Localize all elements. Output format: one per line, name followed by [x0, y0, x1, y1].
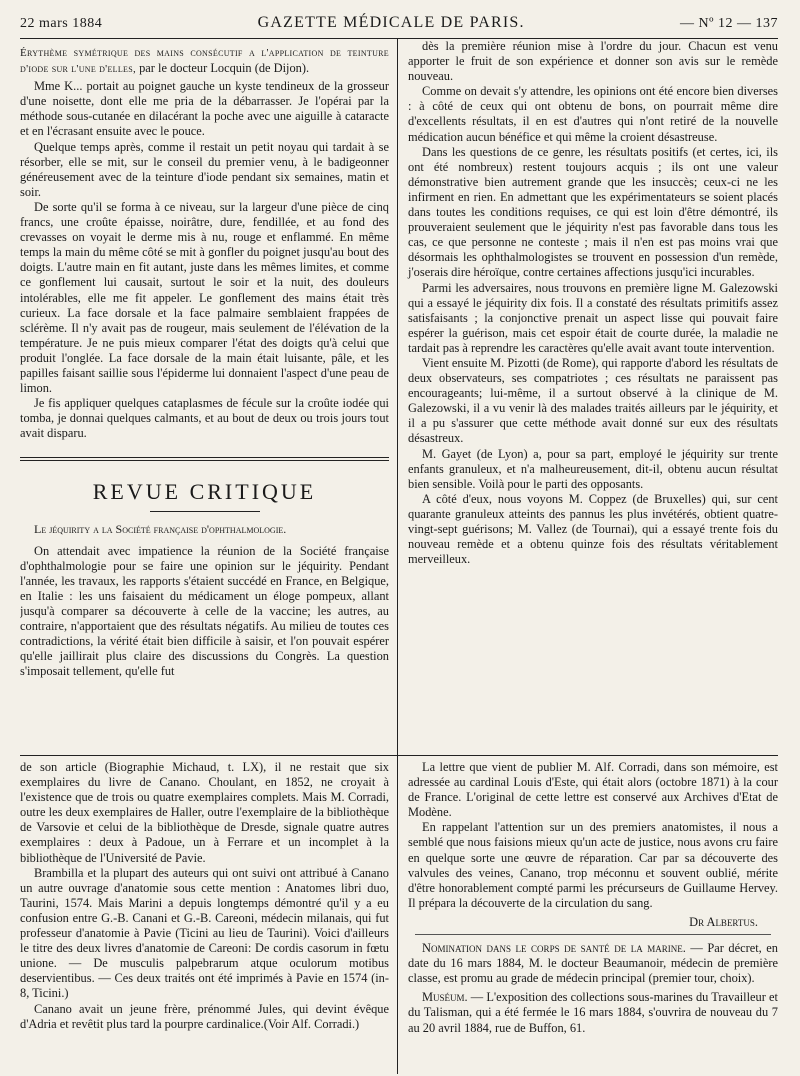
- top-right-column: [398, 39, 778, 755]
- paragraph: de son article (Biographie Michaud, t. LX), il ne restait que six exemplaires du livre de Canano. Choulant, en 1852, ne croyait à l'existence que de trois ou quatre exemplaires complets. Mais M. Corradi, outre les deux exemplaires de Haller, outre l'exemplaire de la bibliothèque de Varsovie et celui de la bibliothèque de Dresde, signale quatre autres exemplaires : deux à Padoue, un à Ferrare et un incomplet à la bibliothèque de l'Université de Pavie.: [20, 760, 389, 865]
- top-section: [20, 39, 778, 756]
- notice-title: Muséum.: [422, 990, 468, 1005]
- paragraph: Comme on devait s'y attendre, les opinions ont été encore bien diverses : à côté de ceux qui ont obtenu de bons, on pourrait même dire d'excellents résultats, il en est d'autres qui n'ont retiré de la nouvelle médication aucun bénéfice et qui même la croient désastreuse.: [408, 84, 778, 144]
- paragraph: La lettre que vient de publier M. Alf. Corradi, dans son mémoire, est adressée au cardinal Louis d'Este, qui était alors (octobre 1871) à la cour de France. L'original de cette lettre est conservé aux Archives d'Etat de Modène.: [408, 760, 778, 820]
- title-underline: [150, 511, 260, 512]
- paragraph: dès la première réunion mise à l'ordre du jour. Chacun est venu apporter le fruit de son expérience et donner son avis sur le remède nouveau.: [408, 39, 778, 84]
- paragraph: Parmi les adversaires, nous trouvons en première ligne M. Galezowski qui a essayé le jéquirity dix fois. Il a constaté des résultats primitifs assez satisfaisants ; la conjonctive prenait un aspect lisse qui pouvait faire espérer la guérison, mais cet espoir était de courte durée, la maladie ne tardait pas à reprendre les caractères qu'elle avait avant toute intervention.: [408, 280, 778, 355]
- paragraph: Mme K... portait au poignet gauche un kyste tendineux de la grosseur d'une noisette, dont elle me pria de la débarrasser. Je l'opérai par la méthode sous-cutanée en dilacérant la poche avec une aiguille à cataracte et en l'écrasant ensuite avec le pouce.: [20, 79, 389, 139]
- notice-divider: [415, 934, 770, 935]
- paragraph: On attendait avec impatience la réunion de la Société française d'ophthalmologie pour se faire une opinion sur le jéquirity. Pendant l'année, les travaux, les rapports s'étaient succédé en France, en Belgique, en Italie : les uns faisaient du médicament un éloge pompeux, allant jusqu'à comparer sa découverte à celle de la vaccine; les autres, au contraire, n'apportaient que des résultats négatifs. Au milieu de toutes ces contradictions, la vérité était bien difficile à saisir, et l'on pouvait espérer qu'elle jaillirait plus claire des discussions du Congrès. La question s'imposait tellement, qu'elle fut: [20, 543, 389, 679]
- paragraph: De sorte qu'il se forma à ce niveau, sur la largeur d'une pièce de cinq francs, une croûte épaisse, noirâtre, dure, fendillée, et au fond des crevasses on voyait le derme mis à nu, rouge et enflammé. En même temps la main du même côté se mit à gonfler du poignet jusqu'au bout des doigts. L'autre main en fit autant, juste dans les mêmes limites, et comme ce gonflement lui causait, surtout le soir et la nuit, des douleurs intolérables, elle me fit appeler. Le gonflement des mains était très curieux. La face dorsale et la face palmaire semblaient frappées de sclérème. Il n'y avait pas de rougeur, mais seulement de l'élévation de la température. Je ne puis mieux comparer l'état des doigts qu'à celui que produit l'onglée. La face dorsale de la main était luisante, pâle, et les papilles faisant saillie sous l'épiderme lui donnaient l'aspect d'une peau de limon.: [20, 199, 389, 396]
- header-date: 22 mars 1884: [20, 16, 103, 31]
- article-title: Érythème symétrique des mains consécutif a l'application de teinture d'iode sur l'une d'elles,: [20, 47, 389, 76]
- signature: Dr Albertus.: [689, 914, 758, 929]
- header-page-number: — Nº 12 — 137: [680, 16, 778, 31]
- revue-subtitle: Le jéquirity a la Société française d'ophthalmologie.: [34, 522, 287, 537]
- section-divider: [20, 457, 389, 461]
- article-author: par le docteur Locquin (de Dijon).: [139, 61, 310, 76]
- paragraph: M. Gayet (de Lyon) a, pour sa part, employé le jéquirity sur trente enfants granuleux, et n'a malheureusement, dit-il, obtenu aucun résultat bien sensible. Voilà pour le parti des opposants.: [408, 446, 778, 491]
- notice-text: — Par décret, en date du 16 mars 1884, M. le docteur Beaumanoir, médecin de première classe, est promu au grade de médecin principal (premier tour, choix).: [408, 941, 778, 986]
- bottom-right-column: [398, 756, 778, 1074]
- header-title: GAZETTE MÉDICALE DE PARIS.: [257, 14, 525, 31]
- notice-museum: [408, 990, 778, 1035]
- paragraph: Je fis appliquer quelques cataplasmes de fécule sur la croûte iodée qui tomba, je donnai quelques calmants, et au bout de deux ou trois jours tout avait disparu.: [20, 396, 389, 441]
- notice-nomination: [408, 941, 778, 986]
- paragraph: Vient ensuite M. Pizotti (de Rome), qui rapporte d'abord les résultats de deux observateurs, ses compatriotes ; ces résultats ne paraissent pas encourageants; lui-même, il a surtout observé à la clinique de M. Galezowski, il a vu venir là des malades traités ailleurs par le jéquirity, et il a pu s'assurer que cette méthode avait donné sur eux des résultats désastreux.: [408, 355, 778, 446]
- notice-text: — L'exposition des collections sous-marines du Travailleur et du Talisman, qui a été fermée le 16 mars 1884, s'ouvrira de nouveau du 7 au 20 avril 1884, rue de Buffon, 61.: [408, 990, 778, 1035]
- paragraph: Dans les questions de ce genre, les résultats positifs (et certes, ici, ils ont été nombreux) restent toujours acquis ; ils ont une valeur démonstrative bien autrement grande que les insuccès; ceux-ci ne les infirment en rien. En admettant que les expérimentateurs se soient placés dans toutes les conditions requises, ce qui est loin d'être démontré, ils prouveraient seulement que le jéquirity n'est pas favorable dans tous les cas, ce que personne ne conteste ; mais il n'en est pas moins vrai que désormais les ophthalmologistes se trouvent en possession d'un remède, j'oserais dire héroïque, contre certaines affections jusqu'ici incurables.: [408, 144, 778, 280]
- bottom-left-column: [20, 756, 398, 1074]
- revue-critique-title: REVUE CRITIQUE: [92, 479, 317, 505]
- page-header: [20, 14, 778, 39]
- top-left-column: [20, 39, 398, 755]
- paragraph: Canano avait un jeune frère, prénommé Jules, qui devint évêque d'Adria et revêtit plus tard la pourpre cardinalice.(Voir Alf. Corradi.): [20, 1001, 389, 1031]
- paragraph: Quelque temps après, comme il restait un petit noyau qui tardait à se résorber, elle se mit, sur le conseil du premier venu, à le badigeonner généreusement avec de la teinture d'iode pendant six semaines, matin et soir.: [20, 139, 389, 199]
- paragraph: A côté d'eux, nous voyons M. Coppez (de Bruxelles) qui, sur cent quarante granuleux atteints des pannus les plus invétérés, obtient quatre-vingt-sept guérisons; M. Vallez (de Tournai), qui a essayé trente fois du nouveau remède et a obtenu quinze fois des résultats véritablement merveilleux.: [408, 491, 778, 567]
- article-heading: [20, 45, 389, 77]
- bottom-section: [20, 756, 778, 1074]
- paragraph: En rappelant l'attention sur un des premiers anatomistes, il nous a semblé que nous faisions mieux qu'un acte de justice, nous avons cru faire en quelque sorte une œuvre de réparation. Car par sa découverte des valvules des veines, Canano, trop méconnu et souvent oublié, mérite d'être honorablement compté parmi les précurseurs de Guillaume Hervey. Il prépara la découverte de la circulation du sang.: [408, 820, 778, 910]
- notice-title: Nomination dans le corps de santé de la marine.: [422, 941, 686, 956]
- paragraph: Brambilla et la plupart des auteurs qui ont suivi ont attribué à Canano un autre ouvrage d'anatomie sous cette mention : Anatomes libri duo, Taurini, 1574. Mais Marini a depuis longtemps démontré qu'il y a eu confusion entre G.-B. Canani et G.-B. Careoni, médecin milanais, qui fut professeur d'anatomie à Pavie (Ticini au lieu de Taurini). Voici d'ailleurs le titre des deux livres d'anatomie de Careoni: De cordis casorum in fœtu unione. — De musculis palpebrarum atque oculorum motibus deservientibus. — Ces deux traités ont été imprimés à Pavie en 1574 (in-8, Ticini.): [20, 865, 389, 1001]
